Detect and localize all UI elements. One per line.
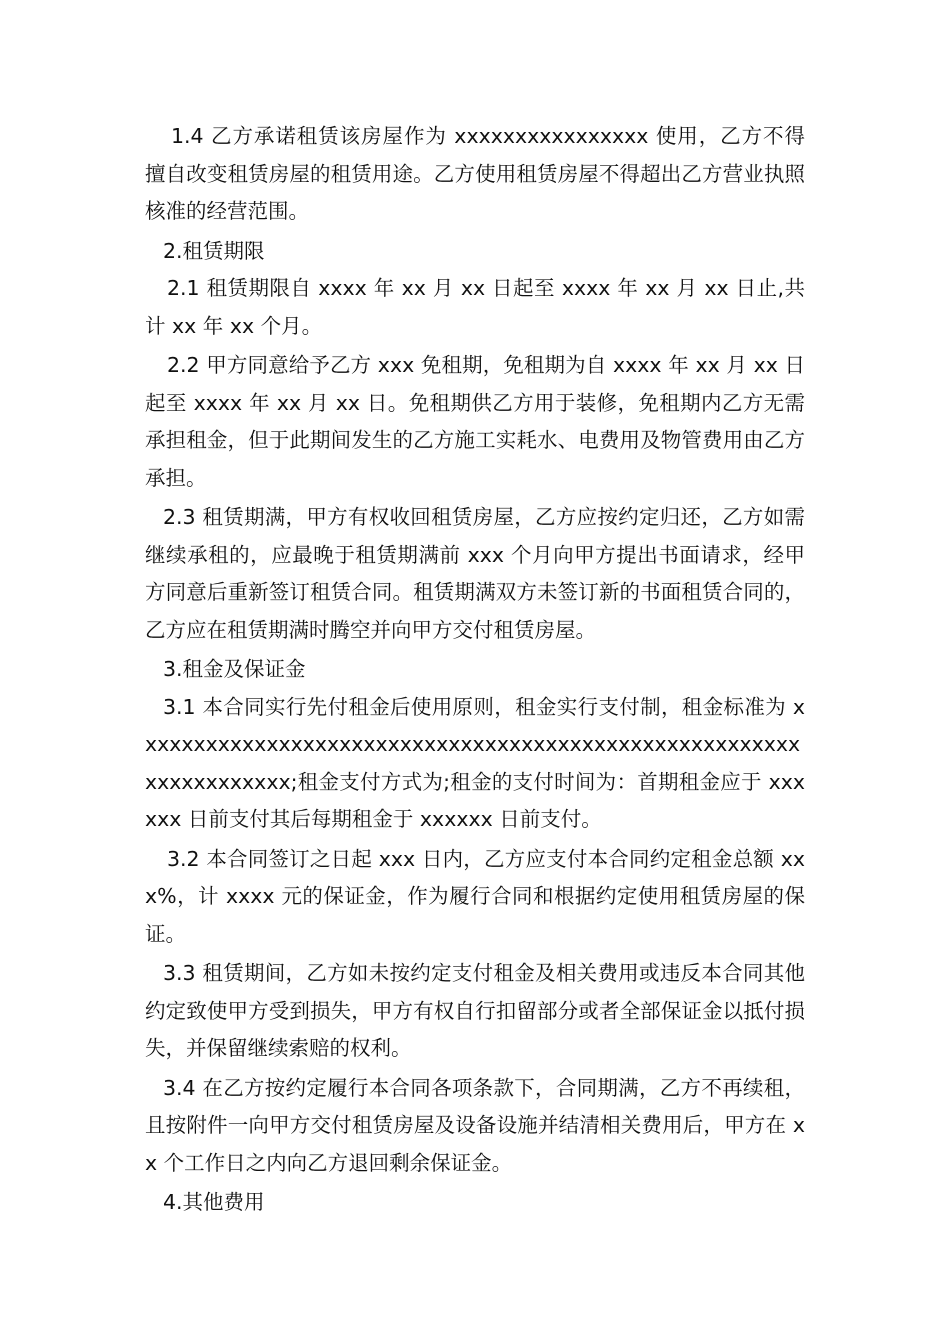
clause-3-3: 3.3 租赁期间，乙方如未按约定支付租金及相关费用或违反本合同其他约定致使甲方受到损失，甲方有权自行扣留部分或者全部保证金以抵付损失，并保留继续索赔的权利。: [145, 961, 805, 1060]
clause-2-2: 2.2 甲方同意给予乙方 xxx 免租期，免租期为自 xxxx 年 xx 月 xx 日起至 xxxx 年 xx 月 xx 日。免租期供乙方用于装修，免租期内乙方无需承担租金，但于此期间发生的乙方施工实耗水、电费用及物管费用由乙方承担。: [145, 353, 805, 490]
document-page: [145, 118, 805, 1222]
clause-3-4: 3.4 在乙方按约定履行本合同各项条款下，合同期满，乙方不再续租，且按附件一向甲方交付租赁房屋及设备设施并结清相关费用后，甲方在 xx 个工作日之内向乙方退回剩余保证金。: [145, 1075, 805, 1175]
clause-2-3: 2.3 租赁期满，甲方有权收回租赁房屋，乙方应按约定归还，乙方如需继续承租的，应最晚于租赁期满前 xxx 个月向甲方提出书面请求，经甲方同意后重新签订租赁合同。租赁期满双方未签订新的书面租赁合同的，乙方应在租赁期满时腾空并向甲方交付租赁房屋。: [145, 505, 805, 642]
section-heading-other-fees: 4.其他费用: [163, 1190, 265, 1214]
section-heading-lease-term: 2.租赁期限: [163, 238, 265, 263]
section-heading-rent-deposit: 3.租金及保证金: [163, 657, 306, 681]
clause-3-2: 3.2 本合同签订之日起 xxx 日内，乙方应支付本合同约定租金总额 xxx%，计 xxxx 元的保证金，作为履行合同和根据约定使用租赁房屋的保证。: [145, 846, 805, 946]
clause-2-1: 2.1 租赁期限自 xxxx 年 xx 月 xx 日起至 xxxx 年 xx 月 xx 日止,共计 xx 年 xx 个月。: [145, 276, 805, 338]
clause-1-4: 1.4 乙方承诺租赁该房屋作为 xxxxxxxxxxxxxxxx 使用，乙方不得擅自改变租赁房屋的租赁用途。乙方使用租赁房屋不得超出乙方营业执照核准的经营范围。: [145, 124, 805, 223]
clause-3-1: 3.1 本合同实行先付租金后使用原则，租金实行支付制，租金标准为 xxxxxxxxxxxxxxxxxxxxxxxxxxxxxxxxxxxxxxxxxxxxxxxxxxxxxxxxxxxxxxxxxxx;租金支付方式为;租金的支付时间为：首期租金应于 xxxxxx 日前支付其后每期租金于 xxxxxx 日前支付。: [145, 694, 805, 831]
